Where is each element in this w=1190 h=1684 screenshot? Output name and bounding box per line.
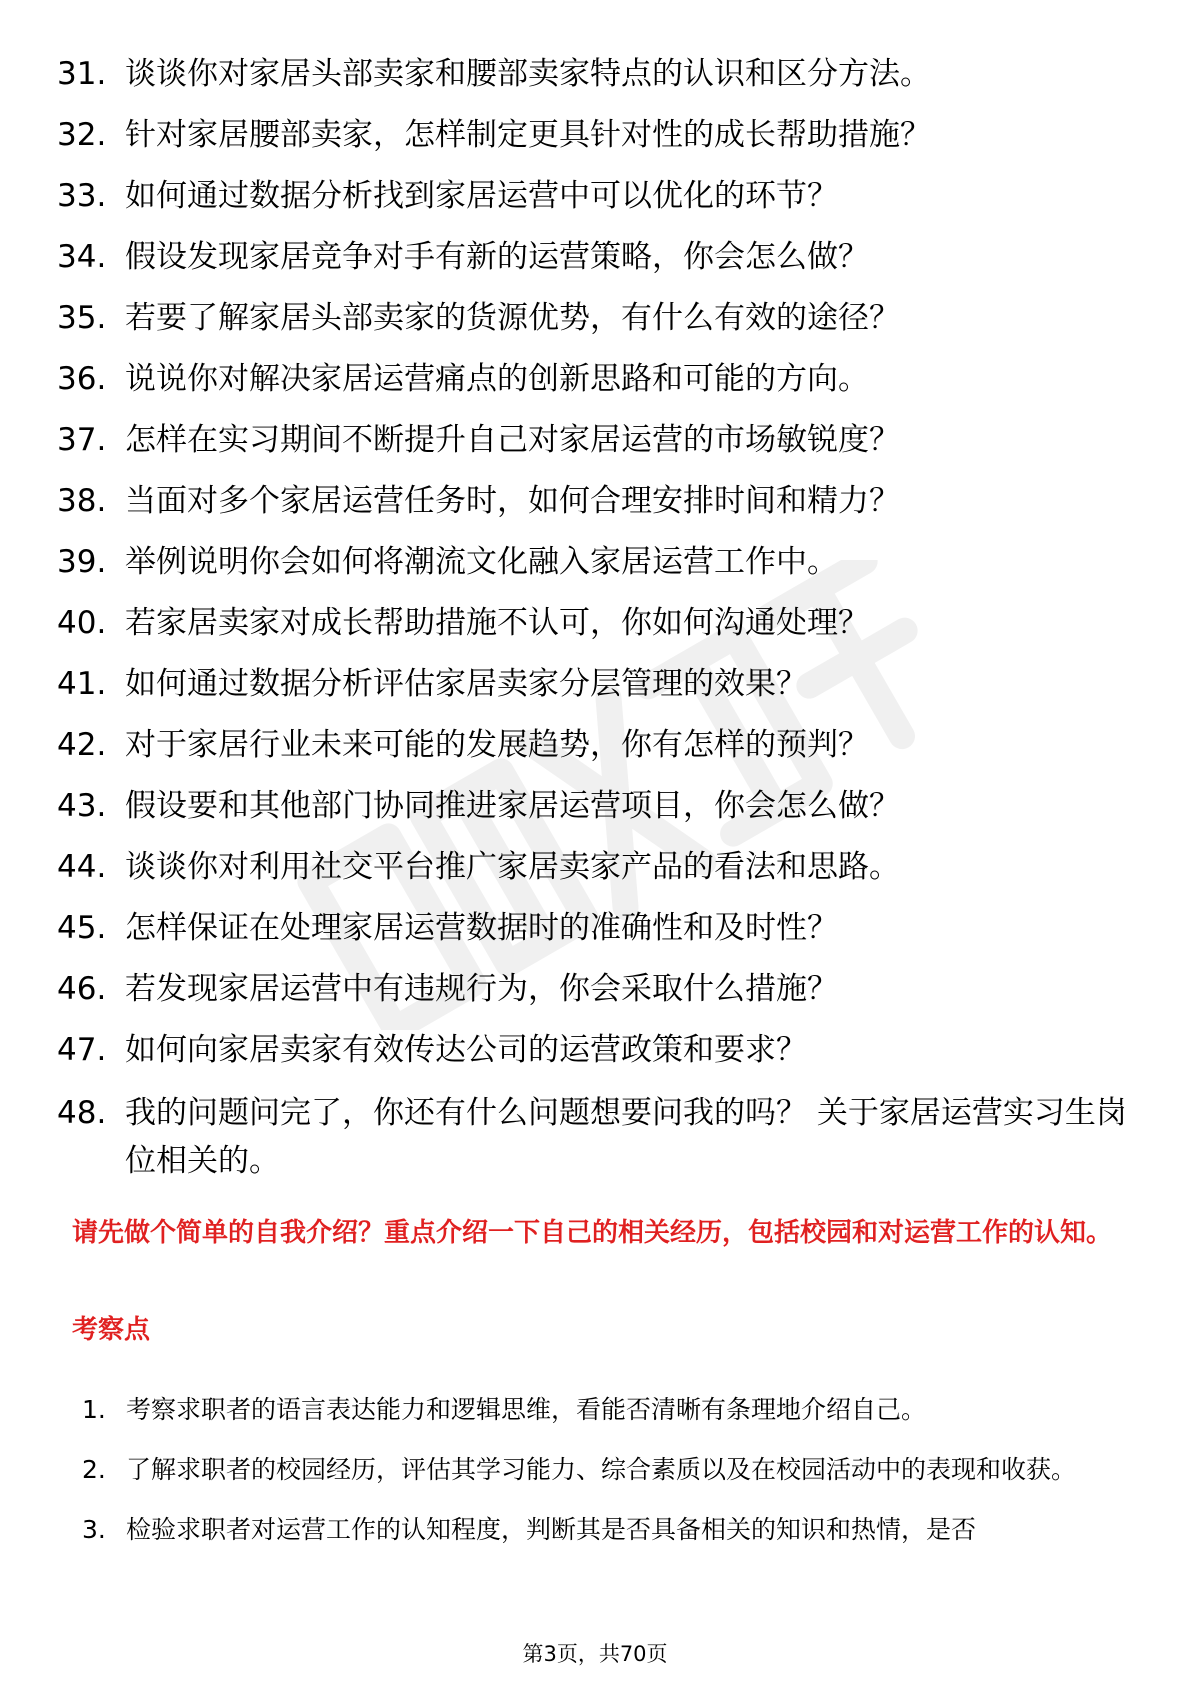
question-number: 38. [57, 483, 107, 519]
question-text: 如何向家居卖家有效传达公司的运营政策和要求？ [125, 1032, 807, 1068]
question-number: 37. [57, 422, 107, 458]
question-number: 31. [57, 56, 107, 92]
question-number: 36. [57, 361, 107, 397]
question-text: 怎样保证在处理家居运营数据时的准确性和及时性？ [125, 910, 838, 946]
question-text: 若要了解家居头部卖家的货源优势，有什么有效的途径？ [125, 300, 900, 336]
evaluation-point [82, 1380, 1122, 1440]
question-item [57, 166, 1137, 227]
question-text: 我的问题问完了，你还有什么问题想要问我的吗？ 关于家居运营实习生岗位相关的。 [125, 1095, 1127, 1179]
question-number: 35. [57, 300, 107, 336]
question-number: 46. [57, 971, 107, 1007]
point-number: 2. [82, 1455, 106, 1484]
question-text: 对于家居行业未来可能的发展趋势，你有怎样的预判？ [125, 727, 869, 763]
evaluation-point [82, 1500, 1122, 1560]
question-item [57, 1020, 1137, 1081]
section-heading: 考察点 [72, 1315, 151, 1345]
point-number: 3. [82, 1515, 106, 1544]
page-footer: 第3页，共70页 [522, 1642, 668, 1666]
question-item [57, 410, 1137, 471]
point-text: 考察求职者的语言表达能力和逻辑思维，看能否清晰有条理地介绍自己。 [126, 1395, 927, 1424]
highlight-question: 请先做个简单的自我介绍？重点介绍一下自己的相关经历，包括校园和对运营工作的认知。 [72, 1218, 1113, 1248]
evaluation-point [82, 1440, 1122, 1500]
question-list [57, 44, 1137, 1185]
question-text: 说说你对解决家居运营痛点的创新思路和可能的方向。 [125, 361, 869, 397]
question-number: 48. [57, 1095, 107, 1131]
question-item [57, 715, 1137, 776]
question-number: 32. [57, 117, 107, 153]
question-text: 举例说明你会如何将潮流文化融入家居运营工作中。 [125, 544, 838, 580]
question-text: 怎样在实习期间不断提升自己对家居运营的市场敏锐度？ [125, 422, 900, 458]
question-number: 40. [57, 605, 107, 641]
question-number: 34. [57, 239, 107, 275]
question-item [57, 593, 1137, 654]
question-text: 如何通过数据分析评估家居卖家分层管理的效果？ [125, 666, 807, 702]
question-item [57, 532, 1137, 593]
question-text: 当面对多个家居运营任务时，如何合理安排时间和精力？ [125, 483, 900, 519]
question-text: 谈谈你对利用社交平台推广家居卖家产品的看法和思路。 [125, 849, 900, 885]
question-item [57, 654, 1137, 715]
question-item [57, 837, 1137, 898]
point-text: 了解求职者的校园经历，评估其学习能力、综合素质以及在校园活动中的表现和收获。 [126, 1455, 1077, 1484]
question-item [57, 776, 1137, 837]
point-text: 检验求职者对运营工作的认知程度，判断其是否具备相关的知识和热情，是否 [126, 1515, 977, 1544]
question-number: 44. [57, 849, 107, 885]
question-text: 如何通过数据分析找到家居运营中可以优化的环节？ [125, 178, 838, 214]
question-number: 47. [57, 1032, 107, 1068]
question-number: 39. [57, 544, 107, 580]
question-item [57, 959, 1137, 1020]
question-number: 43. [57, 788, 107, 824]
question-number: 42. [57, 727, 107, 763]
question-number: 45. [57, 910, 107, 946]
question-item [57, 227, 1137, 288]
question-text: 假设发现家居竞争对手有新的运营策略，你会怎么做？ [125, 239, 869, 275]
question-item [57, 288, 1137, 349]
question-text: 若家居卖家对成长帮助措施不认可，你如何沟通处理？ [125, 605, 869, 641]
question-item [57, 105, 1137, 166]
evaluation-points-list [82, 1380, 1122, 1560]
question-item [57, 349, 1137, 410]
point-number: 1. [82, 1395, 106, 1424]
question-text: 谈谈你对家居头部卖家和腰部卖家特点的认识和区分方法。 [125, 56, 931, 92]
question-item [57, 1081, 1137, 1185]
question-item [57, 471, 1137, 532]
question-text: 若发现家居运营中有违规行为，你会采取什么措施？ [125, 971, 838, 1007]
question-item [57, 44, 1137, 105]
question-text: 假设要和其他部门协同推进家居运营项目，你会怎么做？ [125, 788, 900, 824]
question-text: 针对家居腰部卖家，怎样制定更具针对性的成长帮助措施？ [125, 117, 931, 153]
question-number: 33. [57, 178, 107, 214]
question-item [57, 898, 1137, 959]
question-number: 41. [57, 666, 107, 702]
